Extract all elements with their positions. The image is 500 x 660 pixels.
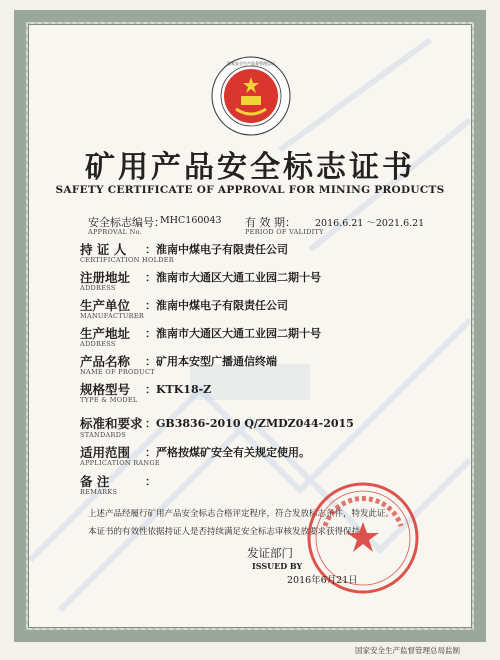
validity-value: 2016.6.21 ～2021.6.21 [315, 218, 425, 229]
registered-address-label: 注册地址 [80, 270, 131, 285]
production-address-label: 生产地址 [80, 326, 131, 341]
remarks-value: ： [145, 475, 156, 488]
validity-sublabel: PERIOD OF VALIDITY [245, 228, 324, 236]
application-range-value: ：严格按煤矿安全有关规定使用。 [145, 446, 310, 459]
approval-number-sublabel: APPROVAL No. [88, 228, 143, 236]
remarks-label: 备 注 [80, 474, 110, 489]
issuer-sublabel: ISSUED BY [252, 561, 303, 571]
statement-line: 上述产品经履行矿用产品安全标志合格评定程序，符合发放标志条件，特发此证。 [88, 509, 395, 519]
standards-sublabel: STANDARDS [80, 431, 126, 439]
manufacturer-sublabel: MANUFACTURER [80, 312, 145, 320]
issue-date: 2016年6月21日 [287, 575, 358, 586]
registered-address-sublabel: ADDRESS [80, 284, 116, 292]
approval-number-label: 安全标志编号： [88, 216, 165, 229]
approval-number-value: MHC160043 [160, 215, 222, 226]
holder-label: 持 证 人 [80, 242, 127, 257]
production-address-value: ：淮南市大通区大通工业园二期十号 [145, 327, 321, 340]
application-range-label: 适用范围 [80, 445, 131, 460]
holder-sublabel: CERTIFICATION HOLDER [80, 256, 174, 264]
model-value: ：KTK18-Z [145, 383, 212, 396]
svg-text:国家安全生产监督管理总局: 国家安全生产监督管理总局 [227, 61, 275, 66]
standards-label: 标准和要求 [80, 416, 143, 431]
national-emblem-icon [210, 55, 292, 137]
production-address-sublabel: ADDRESS [80, 340, 116, 348]
certificate-title: 矿用产品安全标志证书 [85, 150, 415, 185]
model-sublabel: TYPE & MODEL [80, 396, 138, 404]
model-label: 规格型号 [80, 382, 131, 397]
remarks-sublabel: REMARKS [80, 488, 118, 496]
validity-label: 有 效 期： [245, 216, 296, 229]
product-name-value: ：矿用本安型广播通信终端 [145, 355, 277, 368]
holder-value: ：淮南中煤电子有限责任公司 [145, 243, 288, 256]
certificate-title-en: SAFETY CERTIFICATE OF APPROVAL FOR MINING PRODUCTS [55, 184, 445, 196]
registered-address-value: ：淮南市大通区大通工业园二期十号 [145, 271, 321, 284]
product-name-sublabel: NAME OF PRODUCT [80, 368, 155, 376]
product-name-label: 产品名称 [80, 354, 131, 369]
statement-line: 本证书的有效性依据持证人是否持续满足安全标志审核发放要求获得保持。 [88, 527, 369, 537]
application-range-sublabel: APPLICATION RANGE [80, 459, 160, 467]
standards-value: ：GB3836-2010 Q/ZMDZ044-2015 [145, 417, 354, 430]
manufacturer-label: 生产单位 [80, 298, 131, 313]
footer-note: 国家安全生产监督管理总局监制 [355, 646, 460, 655]
issuer-label: 发证部门 [247, 546, 293, 560]
manufacturer-value: ：淮南中煤电子有限责任公司 [145, 299, 288, 312]
